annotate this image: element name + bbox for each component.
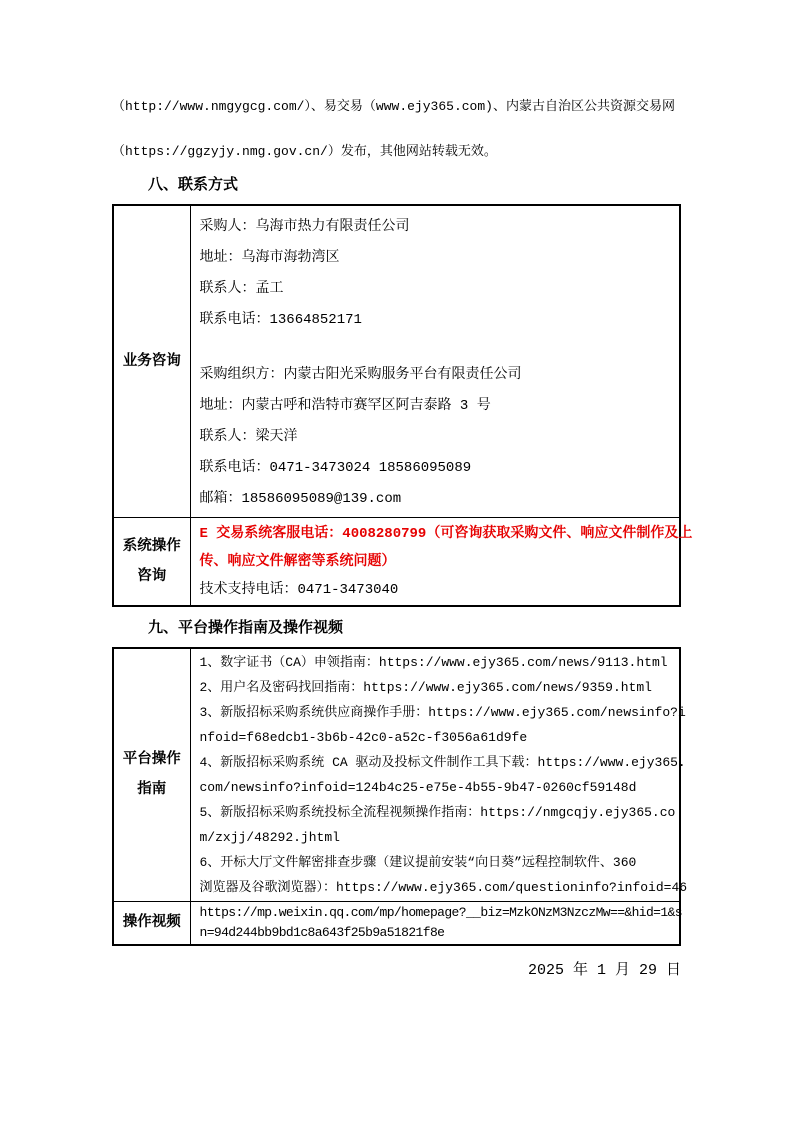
- guide-line: 1、数字证书（CA）申领指南：https://www.ejy365.com/news/9113.html: [199, 655, 668, 670]
- contact-line: 联系人：孟工: [199, 281, 284, 297]
- contact-line: 联系电话：13664852171: [199, 312, 362, 328]
- video-url-line: n=94d244bb9bd1c8a643f25b9a51821f8e: [199, 925, 445, 940]
- contact-line: 地址：乌海市海勃湾区: [199, 250, 340, 266]
- row-label-text: 操作视频: [122, 915, 181, 931]
- table-row: [113, 648, 680, 902]
- guide-line: 5、新版招标采购系统投标全流程视频操作指南：https://nmgcqjy.ejy365.co: [199, 805, 676, 820]
- row-label-business-consult: [113, 205, 190, 518]
- platform-guide-cell: [190, 648, 688, 902]
- contact-line: 采购组织方：内蒙古阳光采购服务平台有限责任公司: [199, 367, 522, 383]
- intro-line: （http://www.nmgygcg.com/）、易交易（www.ejy365.com)、内蒙古自治区公共资源交易网: [112, 99, 675, 114]
- intro-paragraph: [112, 84, 682, 174]
- guide-line: 2、用户名及密码找回指南：https://www.ejy365.com/news/9359.html: [199, 680, 652, 695]
- service-hotline-line: E 交易系统客服电话：4008280799（可咨询获取采购文件、响应文件制作及上: [199, 526, 693, 542]
- row-label-text: 系统操作: [122, 538, 181, 555]
- guide-line: nfoid=f68edcb1-3b6b-42c0-a52c-f3056a61d9fe: [199, 730, 528, 745]
- video-url-line: https://mp.weixin.qq.com/mp/homepage?__biz=MzkONzM3NzczMw==&hid=1&s: [199, 905, 682, 920]
- contact-line: 邮箱：18586095089@139.com: [199, 491, 402, 507]
- section-heading-contact: 八、联系方式: [148, 177, 239, 194]
- system-consult-cell: [190, 518, 693, 607]
- business-consult-cell: [190, 205, 680, 518]
- guide-table: [112, 647, 688, 946]
- guide-line: m/zxjj/48292.jhtml: [199, 830, 340, 845]
- contact-line: 采购人：乌海市热力有限责任公司: [199, 219, 410, 235]
- guide-line: 浏览器及谷歌浏览器）：https://www.ejy365.com/questioninfo?infoid=46: [199, 880, 688, 895]
- row-label-operation-video: [113, 902, 190, 946]
- row-label-platform-guide: [113, 648, 190, 902]
- document-date: 2025 年 1 月 29 日: [527, 962, 681, 979]
- guide-line: 6、开标大厅文件解密排查步骤（建议提前安装“向日葵”远程控制软件、360: [199, 855, 637, 870]
- guide-line: 4、新版招标采购系统 CA 驱动及投标文件制作工具下载：https://www.ejy365.: [199, 755, 686, 770]
- contact-line-blank: [200, 336, 676, 360]
- tech-support-line: 技术支持电话：0471-3473040: [199, 582, 399, 598]
- row-label-text: 指南: [137, 782, 167, 798]
- contact-line: 联系人：梁天洋: [199, 429, 298, 445]
- table-row: [113, 518, 680, 607]
- service-hotline-line: 传、响应文件解密等系统问题）: [199, 554, 396, 570]
- table-row: [113, 902, 680, 946]
- contact-line: 联系电话：0471-3473024 18586095089: [199, 460, 472, 476]
- row-label-text: 咨询: [137, 568, 167, 585]
- table-row: [113, 205, 680, 518]
- operation-video-cell: [190, 902, 680, 946]
- row-label-text: 业务咨询: [122, 353, 181, 370]
- contact-table: [112, 204, 693, 607]
- guide-line: 3、新版招标采购系统供应商操作手册：https://www.ejy365.com/newsinfo?i: [199, 705, 686, 720]
- contact-line: 地址：内蒙古呼和浩特市赛罕区阿吉泰路 3 号: [199, 398, 491, 414]
- section-heading-guide: 九、平台操作指南及操作视频: [148, 620, 344, 637]
- row-label-system-consult: [113, 518, 190, 607]
- row-label-text: 平台操作: [122, 752, 181, 768]
- guide-line: com/newsinfo?infoid=124b4c25-e75e-4b55-9b47-0260cf59148d: [199, 780, 637, 795]
- intro-line: （https://ggzyjy.nmg.gov.cn/）发布，其他网站转载无效。: [112, 144, 497, 159]
